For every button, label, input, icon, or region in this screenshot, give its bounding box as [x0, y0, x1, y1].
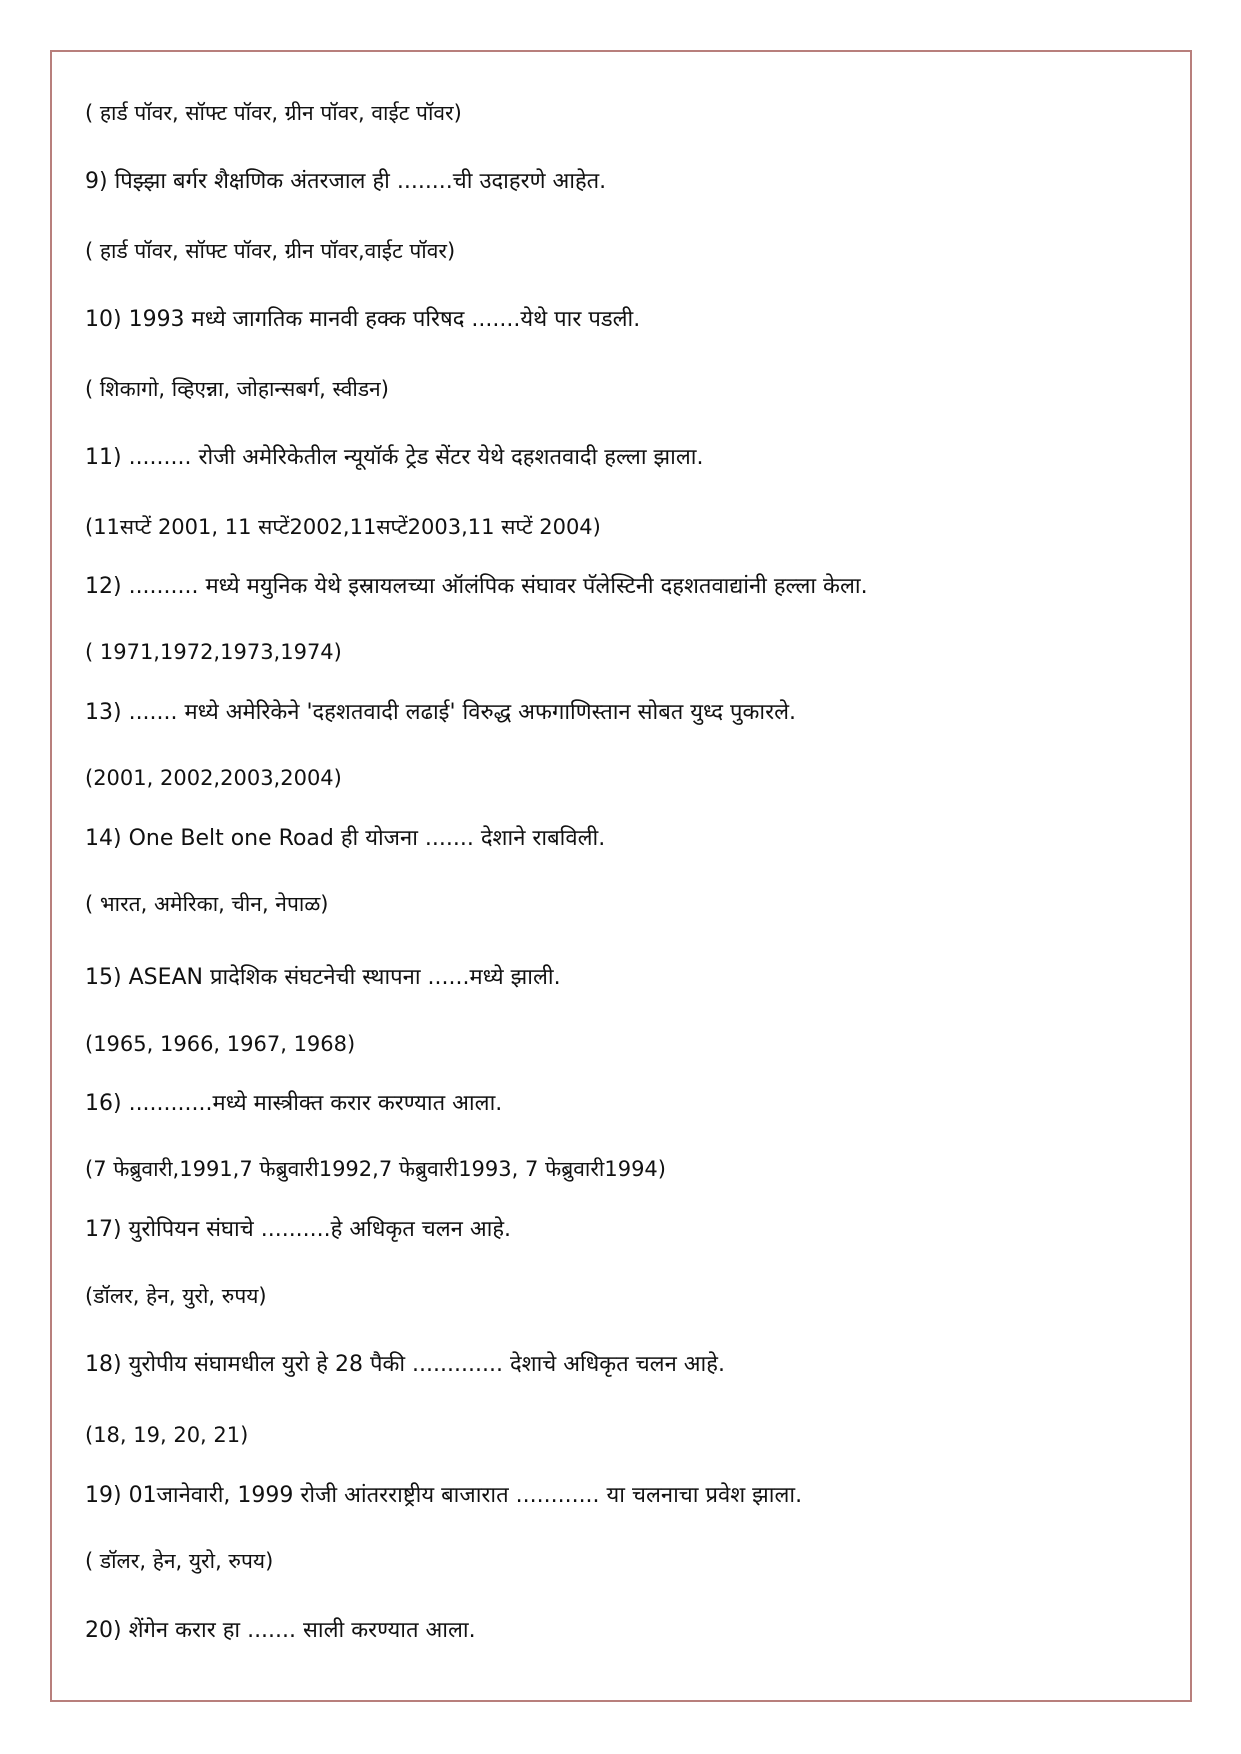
options-line-16: (7 फेब्रुवारी,1991,7 फेब्रुवारी1992,7 फेब्रुवारी1993, 7 फेब्रुवारी1994) [85, 1157, 666, 1181]
options-line-11: (11सप्टें 2001, 11 सप्टें2002,11सप्टें2003,11 सप्टें 2004) [85, 515, 601, 539]
question-9: 9) पिझ्झा बर्गर शैक्षणिक अंतरजाल ही ........ची उदाहरणे आहेत. [85, 169, 607, 194]
options-line-18: (18, 19, 20, 21) [85, 1423, 249, 1447]
options-line-19: ( डॉलर, हेन, युरो, रुपय) [85, 1549, 274, 1573]
options-line-9: ( हार्ड पॉवर, सॉफ्ट पॉवर, ग्रीन पॉवर,वाईट पॉवर) [85, 239, 456, 263]
options-line-17: (डॉलर, हेन, युरो, रुपय) [85, 1284, 267, 1308]
question-13: 13) ....... मध्ये अमेरिकेने 'दहशतवादी लढाई' विरुद्ध अफगाणिस्तान सोबत युध्द पुकारले. [85, 700, 796, 725]
question-17: 17) युरोपियन संघाचे ..........हे अधिकृत चलन आहे. [85, 1217, 512, 1242]
question-11: 11) ......... रोजी अमेरिकेतील न्यूयॉर्क ट्रेड सेंटर येथे दहशतवादी हल्ला झाला. [85, 445, 704, 470]
options-line-8: ( हार्ड पॉवर, सॉफ्ट पॉवर, ग्रीन पॉवर, वाईट पॉवर) [85, 101, 462, 125]
options-line-10: ( शिकागो, व्हिएन्ना, जोहान्सबर्ग, स्वीडन) [85, 377, 389, 401]
question-10: 10) 1993 मध्ये जागतिक मानवी हक्क परिषद .......येथे पार पडली. [85, 307, 641, 332]
question-16: 16) ............मध्ये मास्त्रीक्त करार करण्यात आला. [85, 1091, 503, 1116]
question-14: 14) One Belt one Road ही योजना ....... देशाने राबविली. [85, 826, 606, 851]
question-18: 18) युरोपीय संघामधील युरो हे 28 पैकी ............. देशाचे अधिकृत चलन आहे. [85, 1352, 725, 1377]
question-20: 20) शेंगेन करार हा ....... साली करण्यात आला. [85, 1618, 476, 1643]
options-line-14: ( भारत, अमेरिका, चीन, नेपाळ) [85, 892, 329, 916]
question-12: 12) .......... मध्ये मयुनिक येथे इस्रायलच्या ऑलंपिक संघावर पॅलेस्टिनी दहशतवाद्यांनी हल्ला केला. [85, 574, 868, 599]
question-19: 19) 01जानेवारी, 1999 रोजी आंतरराष्ट्रीय बाजारात ............ या चलनाचा प्रवेश झाला. [85, 1483, 803, 1508]
options-line-12: ( 1971,1972,1973,1974) [85, 640, 342, 664]
question-15: 15) ASEAN प्रादेशिक संघटनेची स्थापना ......मध्ये झाली. [85, 965, 561, 990]
page-border [50, 50, 1192, 1702]
options-line-13: (2001, 2002,2003,2004) [85, 766, 342, 790]
options-line-15: (1965, 1966, 1967, 1968) [85, 1032, 356, 1056]
